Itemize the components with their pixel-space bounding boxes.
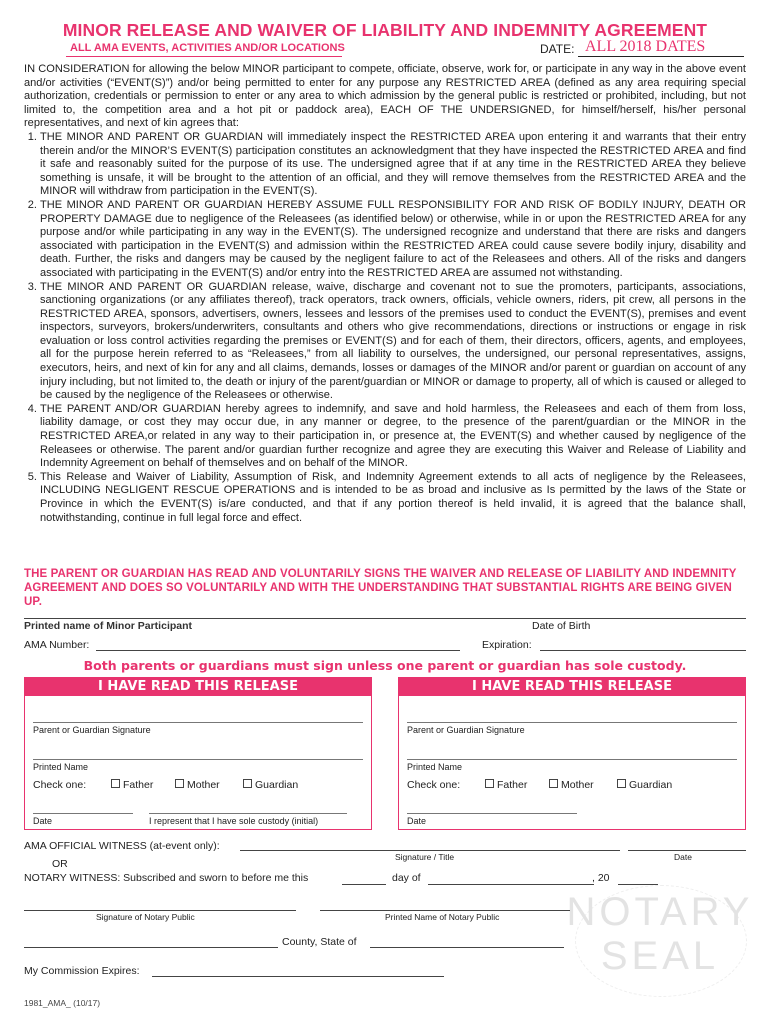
notary-witness-label: NOTARY WITNESS: Subscribed and sworn to before me this — [24, 872, 309, 884]
notary-printed-name-field[interactable] — [320, 910, 570, 911]
checkbox-icon[interactable] — [243, 779, 252, 788]
notary-printed-name-label: Printed Name of Notary Public — [385, 912, 500, 922]
date-label-1: Date — [33, 816, 53, 826]
notary-signature-field[interactable] — [24, 910, 296, 911]
county-state-label: County, State of — [282, 936, 357, 948]
signature-label-1: Parent or Guardian Signature — [33, 725, 151, 735]
mother-option-1[interactable]: Mother — [175, 779, 220, 791]
witness-date-label: Date — [674, 852, 692, 862]
parent-signature-box-1 — [24, 677, 372, 830]
participant-name-label: Printed name of Minor Participant — [24, 620, 193, 632]
father-option-1[interactable]: Father — [111, 779, 153, 791]
agreement-body — [24, 63, 746, 525]
day-of-label: day of — [392, 872, 421, 884]
checkbox-icon[interactable] — [175, 779, 184, 788]
custody-label: I represent that I have sole custody (initial) — [149, 816, 319, 826]
parent-signature-box-2 — [398, 677, 746, 830]
check-one-label-1: Check one: — [33, 779, 87, 791]
signature-label-2: Parent or Guardian Signature — [407, 725, 525, 735]
dob-label: Date of Birth — [532, 620, 591, 632]
notary-day-field[interactable] — [342, 884, 386, 885]
ama-witness-date-field[interactable] — [628, 850, 746, 851]
date-field-1[interactable] — [33, 813, 133, 814]
custody-initial-field[interactable] — [149, 813, 347, 814]
commission-expires-label: My Commission Expires: — [24, 965, 140, 977]
clause-5: 5. This Release and Waiver of Liability, Assumption of Risk, and Indemnity Agreement extends to all acts of negligence by the Releasees, INCLUDING NEGLIGENT RESCUE OPERATIONS and is intended to be as broad and inclusive as Is permitted by the laws of the State or Province in which the EVENT(S) is/are conducted, and that if any portion thereof is held invalid, it is agreed that the balance shall, notwithstanding, continue in full legal force and effect. — [40, 471, 746, 525]
checkbox-icon[interactable] — [617, 779, 626, 788]
guardian-option-2[interactable]: Guardian — [617, 779, 672, 791]
box-heading-2: I HAVE READ THIS RELEASE — [399, 678, 745, 696]
date-underline — [578, 56, 744, 57]
year-label: , 20 — [592, 872, 610, 884]
expiration-label: Expiration: — [482, 639, 532, 651]
commission-expires-field[interactable] — [152, 976, 444, 977]
notary-month-field[interactable] — [428, 884, 594, 885]
notary-seal-watermark: NOTARY SEAL — [566, 890, 754, 978]
printed-name-label-2: Printed Name — [407, 762, 463, 772]
printed-name-label-1: Printed Name — [33, 762, 89, 772]
date-field-2[interactable] — [407, 813, 577, 814]
expiration-field[interactable] — [540, 650, 746, 651]
father-option-2[interactable]: Father — [485, 779, 527, 791]
signature-field-1[interactable] — [33, 722, 363, 723]
notary-signature-label: Signature of Notary Public — [96, 912, 195, 922]
clause-1: 1. THE MINOR AND PARENT OR GUARDIAN will immediately inspect the RESTRICTED AREA upon entering it and warrants that their entry therein and/or the MINOR’S EVENT(S) participation constitutes an acknowledgment that they have inspected the RESTRICTED AREA and find it safe and reasonably suited for the purpose of its use. The undersigned agree that if at any time in the RESTRICTED AREA they believe something is unsafe, it will be brought to the attention of an official, and they will remove themselves from the RESTRICTED AREA and the MINOR will withdraw from participation in the EVENT(S). — [40, 131, 746, 199]
both-parents-note: Both parents or guardians must sign unless one parent or guardian has sole custody. — [83, 658, 687, 673]
document-subtitle: ALL AMA EVENTS, ACTIVITIES AND/OR LOCATIONS — [70, 42, 345, 54]
clause-list — [24, 131, 746, 525]
document-title: MINOR RELEASE AND WAIVER OF LIABILITY AND INDEMNITY AGREEMENT — [62, 20, 708, 40]
date-label: DATE: — [540, 42, 575, 56]
checkbox-icon[interactable] — [549, 779, 558, 788]
clause-2: 2. THE MINOR AND PARENT OR GUARDIAN HEREBY ASSUME FULL RESPONSIBILITY FOR AND RISK OF BODILY INJURY, DEATH OR PROPERTY DAMAGE due to negligence of the Releasees (as identified below) or otherwise, while in or upon the RESTRICTED AREA for any purpose and/or while participating in any way in the EVENT(S). The undersigned recognize and understand that there are risks and dangers associated with participation in the EVENT(S) and admission within the RESTRICTED AREA could cause severe bodily injury, disability and death. Further, the risks and dangers may be caused by the negligent failure to act of the Releasees and others. All of the risks and dangers associated with participating in the EVENT(S) and/or entry into the RESTRICTED AREA are assumed not withstanding. — [40, 199, 746, 281]
clause-4: 4. THE PARENT AND/OR GUARDIAN hereby agrees to indemnify, and save and hold harmless, the Releasees and each of them from loss, liability damage, or cost they may occur due, in any manner or degree, to the presence of the parent/guardian or the MINOR in the RESTRICTED AREA,or related in any way to their participation in, or presence at, the EVENT(S) and whether caused by negligence of the Releasees or otherwise. The parent and/or guardian further recognize and agree they are executing this Waiver and Release of Liability and Indemnity Agreement on behalf of themselves and on behalf of the MINOR. — [40, 403, 746, 471]
signature-title-label: Signature / Title — [395, 852, 455, 862]
acknowledgment-warning: THE PARENT OR GUARDIAN HAS READ AND VOLUNTARILY SIGNS THE WAIVER AND RELEASE OF LIABILITY AND INDEMNITY AGREEMENT AND DOES SO VOLUNTARILY AND WITH THE UNDERSTANDING THAT SUBSTANTIAL RIGHTS ARE BEING GIVEN UP. — [24, 568, 737, 608]
ama-number-label: AMA Number: — [24, 639, 90, 651]
clause-3: 3. THE MINOR AND PARENT OR GUARDIAN release, waive, discharge and covenant not to sue the promoters, participants, associations, sanctioning organizations (or any affiliates thereof), track operators, track owners, officials, vehicle owners, riders, pit crew, all persons in the RESTRICTED AREA, sponsors, advertisers, owners, lessees and lessors of the premises used to conduct the EVENT(S), premises and event inspectors, surveyors, brokers/underwriters, consultants and others who give recommendations, directions or instructions or engage in risk evaluation or loss control activities regarding the premises or EVENT(S) and for each of them, their directors, officers, agents, and employees, all for the purpose herein referred to as “Releasees,” from all liability to ourselves, the undersigned, our personal representatives, assigns, executors, heirs, and next of kin for any and all claims, demands, losses or damages of the MINOR and/or parent or guardian on account of any injury including, but not limited to, the death or injury of the parent/guardian or MINOR or damage to property, all of which is caused or alleged to be caused by the negligence of the Releasees or otherwise. — [40, 281, 746, 403]
intro-paragraph: IN CONSIDERATION for allowing the below MINOR participant to compete, officiate, observe, work for, or participate in any way in the above event and/or activities (“EVENT(S)”) and/or being permitted to enter for any purpose any RESTRICTED AREA (defined as any area requiring special authorization, credentials or permission to enter or any area to which admission by the general public is restricted or prohibited, including, but not limited to, the competition area and a hot pit or paddock area), EACH OF THE UNDERSIGNED, for himself/herself, his/her personal representatives, and next of kin agrees that: — [24, 63, 746, 130]
printed-name-field-1[interactable] — [33, 759, 363, 760]
participant-name-line[interactable] — [24, 618, 746, 619]
ama-number-field[interactable] — [96, 650, 460, 651]
or-label: OR — [52, 858, 68, 870]
form-code: 1981_AMA_ (10/17) — [24, 998, 101, 1008]
guardian-option-1[interactable]: Guardian — [243, 779, 298, 791]
date-value[interactable]: ALL 2018 DATES — [585, 38, 706, 55]
mother-option-2[interactable]: Mother — [549, 779, 594, 791]
county-field[interactable] — [24, 947, 278, 948]
box-heading-1: I HAVE READ THIS RELEASE — [25, 678, 371, 696]
state-field[interactable] — [370, 947, 564, 948]
ama-witness-signature-field[interactable] — [240, 850, 620, 851]
checkbox-icon[interactable] — [111, 779, 120, 788]
signature-field-2[interactable] — [407, 722, 737, 723]
printed-name-field-2[interactable] — [407, 759, 737, 760]
check-one-label-2: Check one: — [407, 779, 461, 791]
date-label-2: Date — [407, 816, 427, 826]
subtitle-underline — [66, 56, 342, 57]
ama-witness-label: AMA OFFICIAL WITNESS (at-event only): — [24, 840, 220, 852]
checkbox-icon[interactable] — [485, 779, 494, 788]
